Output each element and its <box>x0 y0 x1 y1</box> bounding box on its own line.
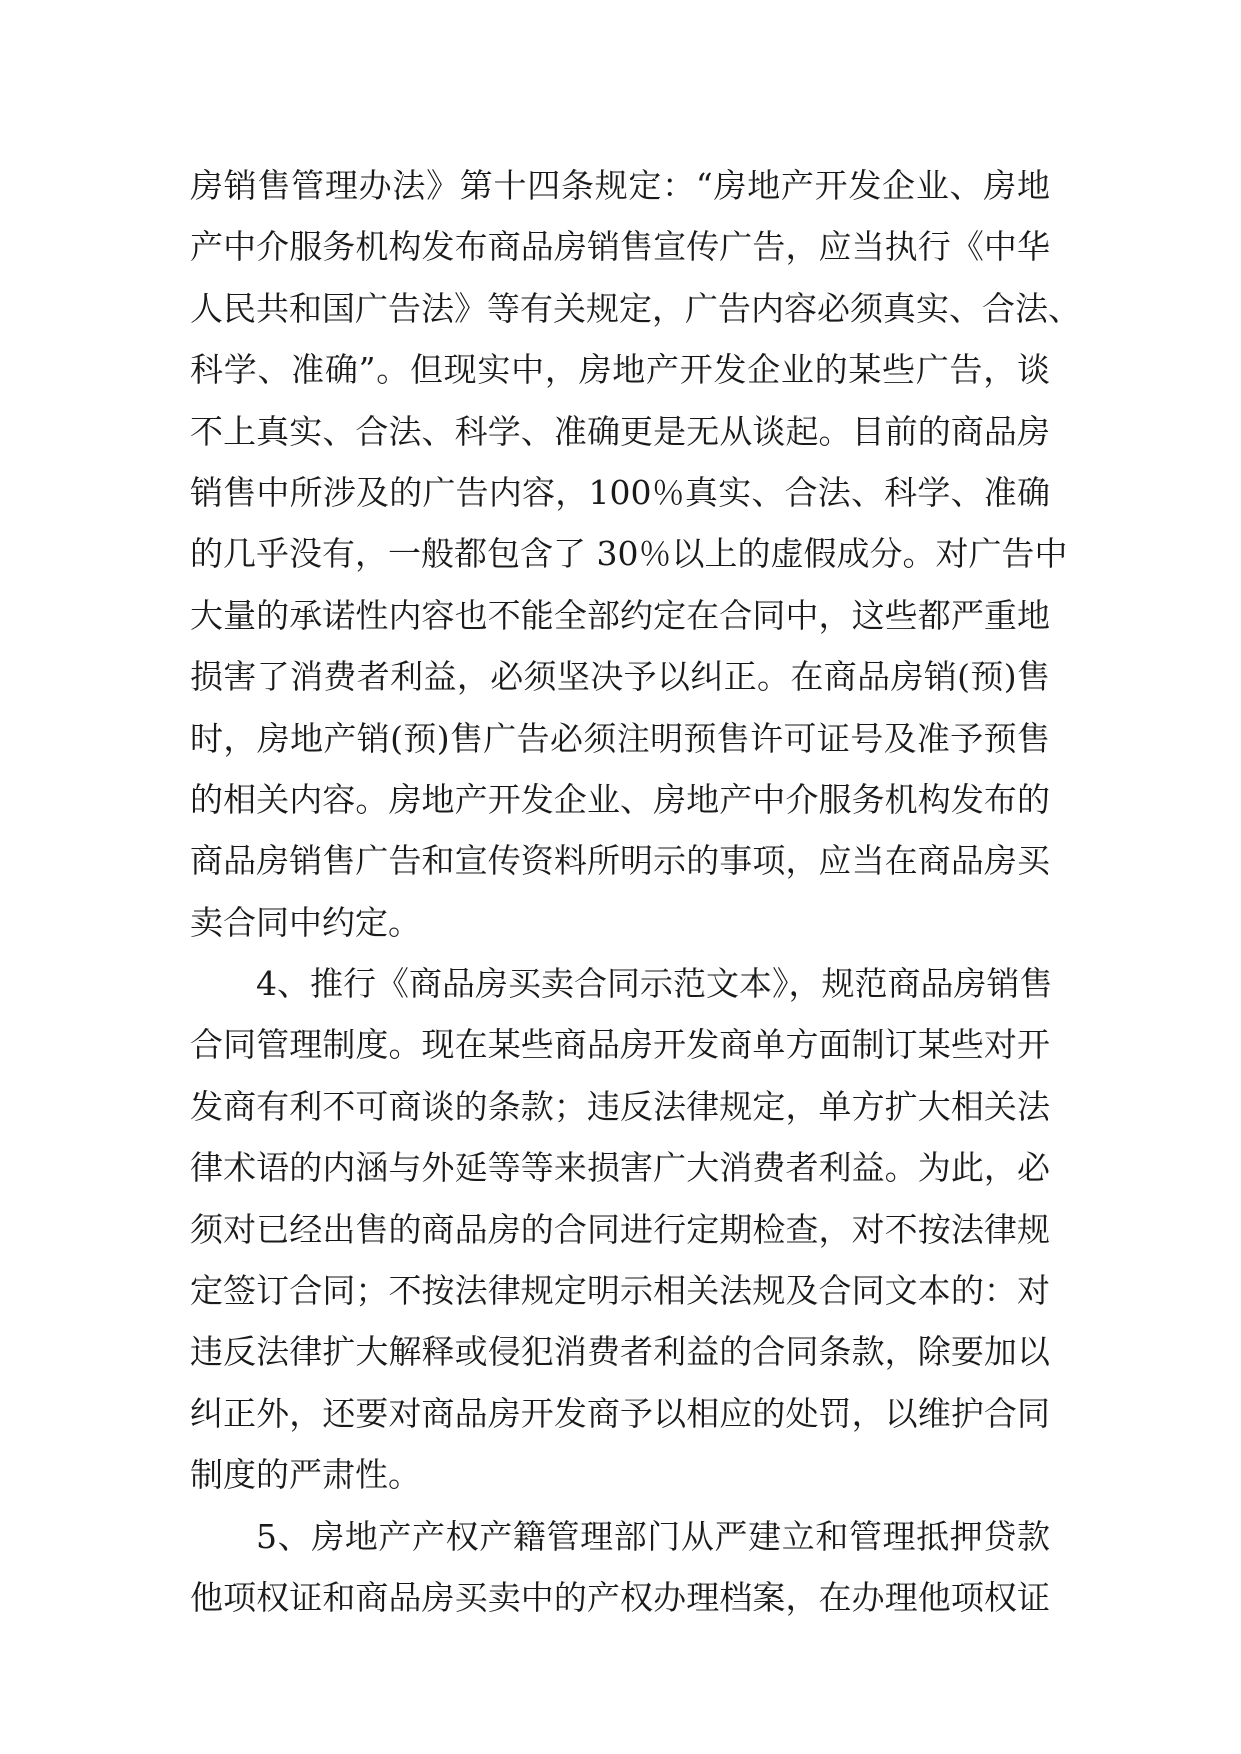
document-page <box>190 155 1081 1628</box>
text-line: 他项权证和商品房买卖中的产权办理档案，在办理他项权证 <box>190 1577 1050 1617</box>
text-line: 5、房地产产权产籍管理部门从严建立和管理抵押贷款 <box>256 1516 1050 1556</box>
text-line: 科学、准确”。但现实中，房地产开发企业的某些广告，谈 <box>190 350 1050 390</box>
text-line: 产中介服务机构发布商品房销售宣传广告，应当执行《中华 <box>190 227 1050 267</box>
text-line: 的几乎没有，一般都包含了 30％以上的虚假成分。对广告中 <box>190 534 1068 574</box>
text-line: 定签订合同；不按法律规定明示相关法规及合同文本的：对 <box>190 1271 1050 1311</box>
text-line: 纠正外，还要对商品房开发商予以相应的处罚，以维护合同 <box>190 1393 1050 1433</box>
text-line: 制度的严肃性。 <box>190 1455 421 1495</box>
text-line: 4、推行《商品房买卖合同示范文本》，规范商品房销售 <box>256 964 1053 1004</box>
text-line: 合同管理制度。现在某些商品房开发商单方面制订某些对开 <box>190 1025 1050 1065</box>
text-line: 房销售管理办法》第十四条规定：“房地产开发企业、房地 <box>190 166 1050 205</box>
text-line: 卖合同中约定。 <box>190 902 421 942</box>
text-line: 销售中所涉及的广告内容，100％真实、合法、科学、准确 <box>190 472 1050 512</box>
text-line: 损害了消费者利益，必须坚决予以纠正。在商品房销(预)售 <box>190 657 1050 697</box>
text-line: 商品房销售广告和宣传资料所明示的事项，应当在商品房买 <box>190 841 1050 881</box>
text-line: 人民共和国广告法》等有关规定，广告内容必须真实、合法、 <box>190 288 1081 328</box>
text-line: 大量的承诺性内容也不能全部约定在合同中，这些都严重地 <box>190 595 1050 635</box>
text-line: 时，房地产销(预)售广告必须注明预售许可证号及准予预售 <box>190 718 1050 758</box>
text-line: 须对已经出售的商品房的合同进行定期检查，对不按法律规 <box>190 1209 1050 1249</box>
text-line: 发商有利不可商谈的条款；违反法律规定，单方扩大相关法 <box>190 1086 1050 1126</box>
text-line: 律术语的内涵与外延等等来损害广大消费者利益。为此，必 <box>190 1148 1050 1188</box>
text-line: 的相关内容。房地产开发企业、房地产中介服务机构发布的 <box>190 779 1050 819</box>
text-line: 违反法律扩大解释或侵犯消费者利益的合同条款，除要加以 <box>190 1332 1050 1372</box>
text-line: 不上真实、合法、科学、准确更是无从谈起。目前的商品房 <box>190 411 1050 451</box>
